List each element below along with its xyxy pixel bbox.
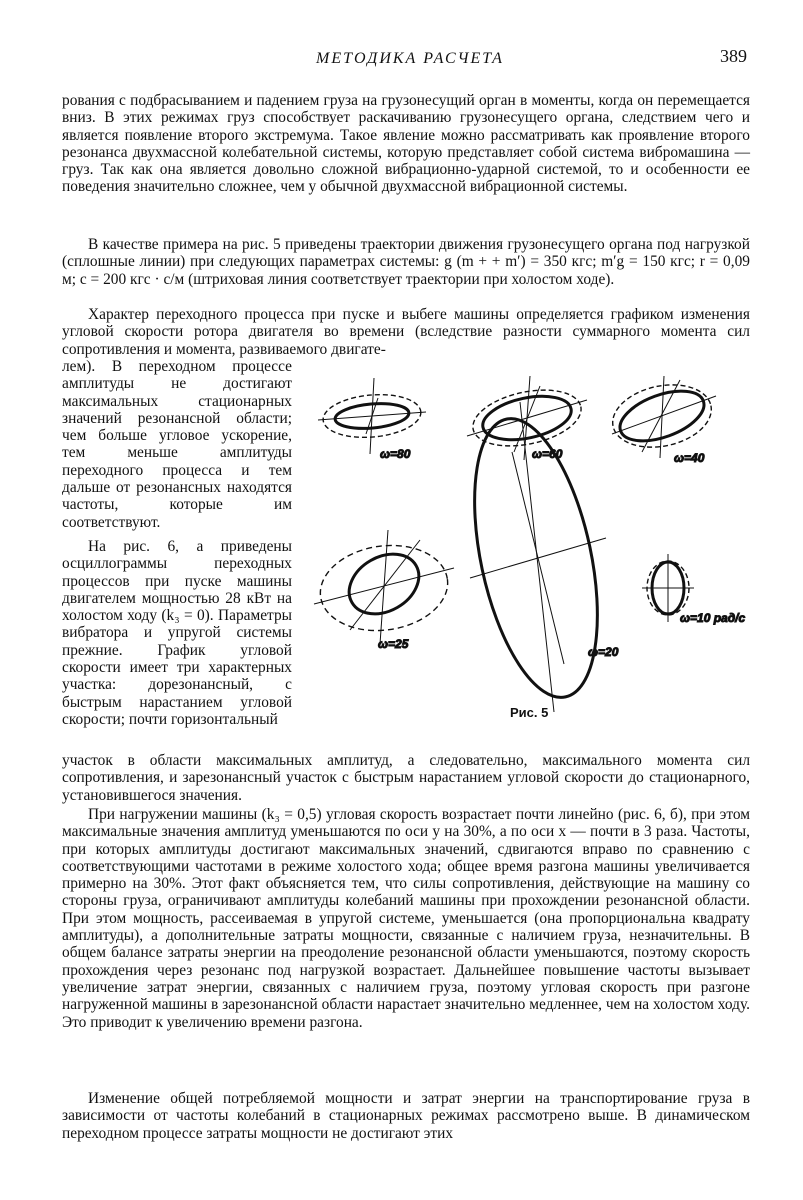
paragraph-7: При нагружении машины (k₃ = 0,5) угловая скорость возрастает почти линейно (рис. 6, б), при этом максимальные значения амплитуд уменьшаются по оси y на 30%, а по оси x — почти в 3 раза. Частоты, при которых амплитуды достигают максимальных значений, сдвигаются вправо по сравнению с соответствующими частотами в режиме холостого хода; общее время разгона машины увеличивается примерно на 30%. Этот факт объясняется тем, что силы сопротивления, действующие на машину со стороны груза, ограничивают амплитуды колебаний машины при прохождении резонансной области. При этом мощность, рассеиваемая в упругой системе, уменьшается (она пропорциональна квадрату амплитуды), а дополнительные затраты мощности, связанные с наличием груза, незначительны. В общем балансе затраты энергии на преодоление резонансной области уменьшаются, поэтому скорость прохождения через резонанс под нагрузкой возрастает. Дальнейшее повышение частоты вызывает увеличение затрат энергии, связанных с наличием груза, поэтому угловая скорость при разгоне нагруженной машины в зарезонансной области нарастает значительно медленнее, чем на холостом ходу. Это приводит к увеличению времени разгона. bbox=[62, 806, 750, 1031]
page-number: 389 bbox=[720, 46, 747, 66]
trajectory-w80 bbox=[318, 378, 426, 461]
paragraph-3: Характер переходного процесса при пуске и выбеге машины определяется графиком изменения угловой скорости ротора двигателя во времени (вследствие разности суммарного момента сил сопротивления и момента, развиваемого двигате- bbox=[62, 306, 750, 358]
label-w40: ω=40 bbox=[674, 451, 705, 465]
trajectory-w10 bbox=[642, 554, 745, 625]
figure-5 bbox=[312, 372, 772, 732]
paragraph-8: Изменение общей потребляемой мощности и затрат энергии на транспортирование груза в зависимости от частоты колебаний в стационарных режимах рассмотрено выше. В динамическом переходном процессе затраты мощности не достигают этих bbox=[62, 1090, 750, 1142]
label-w10: ω=10 рад/с bbox=[680, 611, 746, 625]
label-w20: ω=20 bbox=[588, 645, 619, 659]
paragraph-4: лем). В переходном процессе амплитуды не достигают максимальных стационарных значений резонансной области; чем больше угловое ускорение, тем меньше амплитуды переходного процесса и тем дальше от резонансных находятся частоты, которые им соответствуют. bbox=[62, 358, 292, 531]
paragraph-6: участок в области максимальных амплитуд, а следовательно, максимального момента сил сопротивления, и зарезонансный участок с быстрым нарастанием угловой скорости до стационарного, установившегося значения. bbox=[62, 752, 750, 804]
label-w60: ω=60 bbox=[532, 447, 563, 461]
paragraph-5: На рис. 6, а приведены осциллограммы переходных процессов при пуске машины двигателем мощностью 28 кВт на холостом ходу (k₃ = 0). Параметры вибратора и упругой системы прежние. График угловой скорости имеет три характерных участка: дорезонансный, с быстрым нарастанием угловой скорости; почти горизонтальный bbox=[62, 538, 292, 728]
trajectory-w40 bbox=[607, 376, 717, 465]
paragraph-1: рования с подбрасыванием и падением груза на грузонесущий орган в моменты, когда он перемещается вниз. В этих режимах груз способствует раскачиванию грузонесущего органа, следствием чего и является появление второго экстремума. Такое явление можно рассматривать как проявление второго резонанса двухмассной колебательной системы, которую представляет собой система вибромашина — груз. Так как она является довольно сложной вибрационно-ударной системой, то и особенности ее поведения значительно сложнее, чем у обычной двухмассной вибрационной системы. bbox=[62, 92, 750, 196]
label-w80: ω=80 bbox=[380, 447, 411, 461]
trajectory-w25 bbox=[314, 530, 454, 651]
page-header bbox=[0, 46, 803, 74]
trajectory-diagrams bbox=[312, 372, 772, 732]
running-title: МЕТОДИКА РАСЧЕТА bbox=[316, 50, 504, 67]
trajectory-w60 bbox=[467, 376, 587, 461]
label-w25: ω=25 bbox=[378, 637, 409, 651]
figure-caption: Рис. 5 bbox=[510, 705, 549, 720]
paragraph-2: В качестве примера на рис. 5 приведены траектории движения грузонесущего органа под нагрузкой (сплошные линии) при следующих параметрах системы: g (m + + m′) = 350 кгс; m′g = 150 кгс; r = 0,09 м; c = 200 кгс · с/м (штриховая линия соответствует траектории при холостом ходе). bbox=[62, 236, 750, 288]
